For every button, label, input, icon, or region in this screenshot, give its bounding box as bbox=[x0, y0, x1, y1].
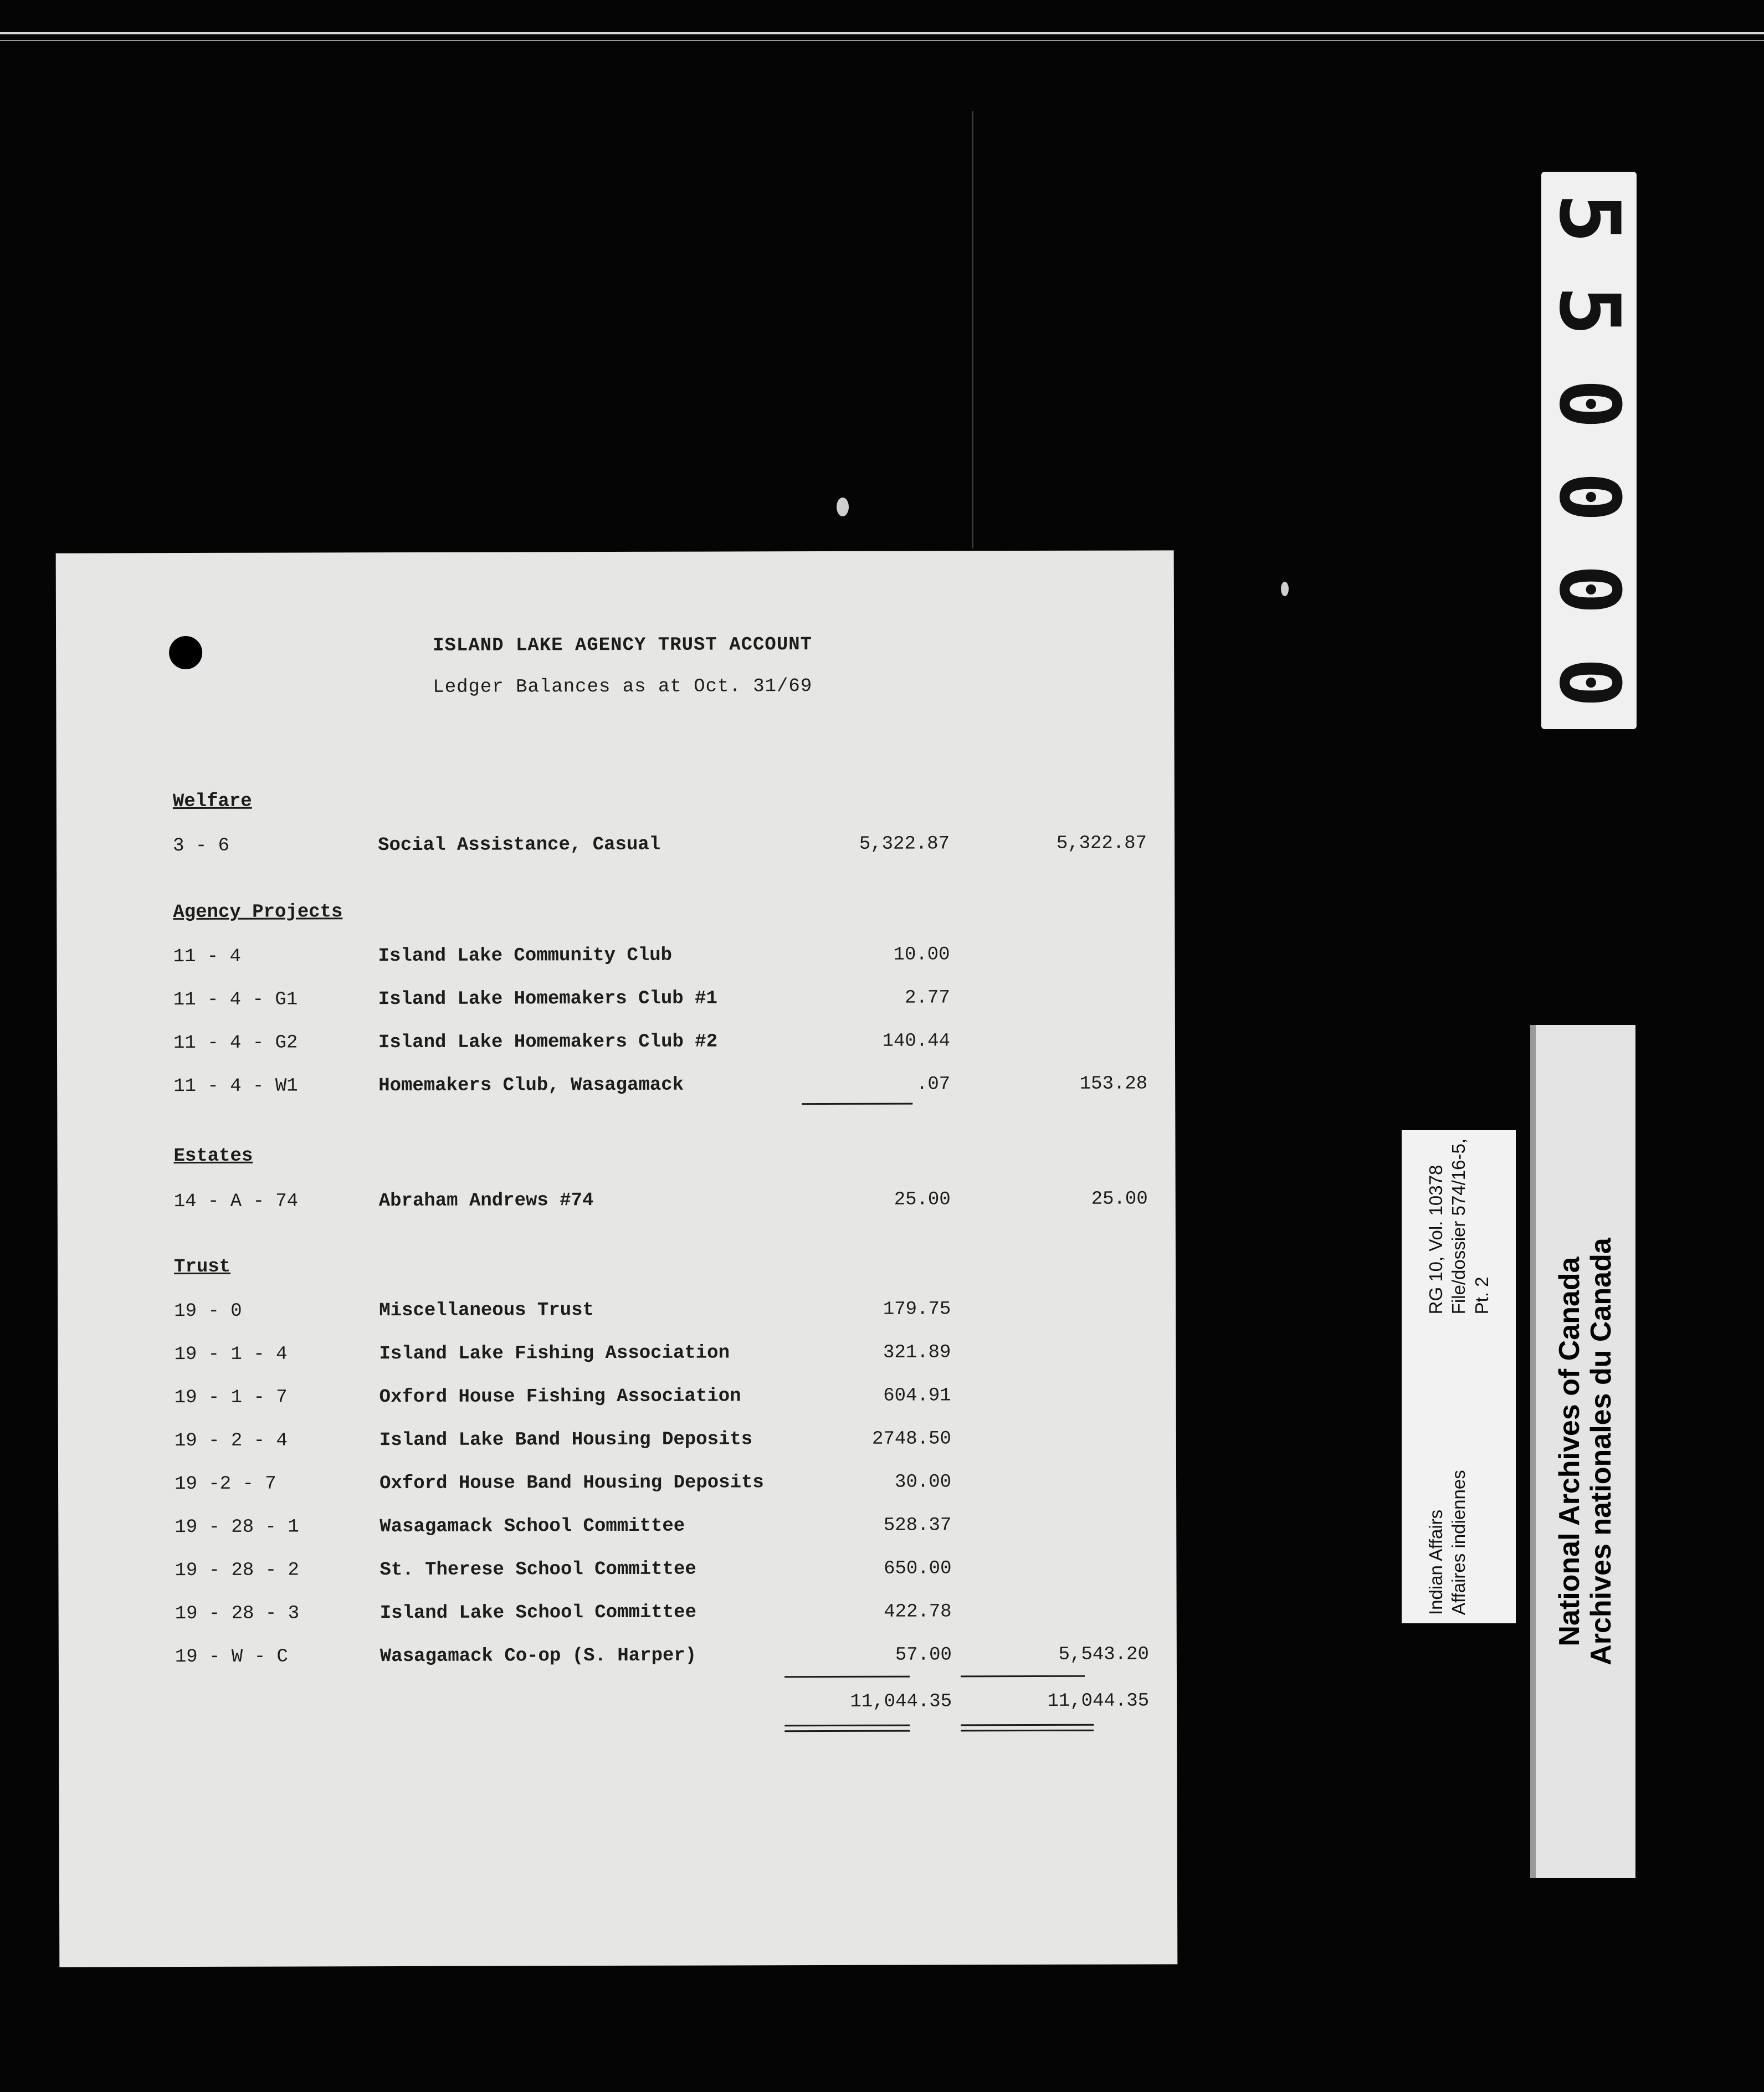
account-code: 19 - 1 - 4 bbox=[174, 1344, 288, 1366]
section-heading-estates: Estates bbox=[173, 1145, 253, 1167]
account-amount: 422.78 bbox=[884, 1601, 952, 1623]
account-code: 19 -2 - 7 bbox=[175, 1473, 276, 1495]
account-description: Social Assistance, Casual bbox=[377, 834, 661, 857]
ledger-row bbox=[59, 1601, 1177, 1631]
ledger-row bbox=[57, 987, 1175, 1017]
ledger-row bbox=[58, 1188, 1176, 1219]
account-code: 19 - 0 bbox=[174, 1300, 242, 1322]
account-code: 19 - 1 - 7 bbox=[174, 1387, 288, 1409]
grand-total-amount: 11,044.35 bbox=[850, 1691, 952, 1712]
total-double-rule bbox=[961, 1724, 1094, 1726]
account-description: Island Lake Community Club bbox=[378, 945, 673, 967]
account-amount: 140.44 bbox=[882, 1030, 951, 1052]
label-ref-volume: RG 10, Vol. 10378 bbox=[1425, 1165, 1447, 1315]
punch-hole bbox=[169, 636, 202, 669]
account-description: Wasagamack Co-op (S. Harper) bbox=[380, 1645, 697, 1668]
section-subtotal: 153.28 bbox=[1079, 1073, 1148, 1095]
film-speck bbox=[837, 498, 849, 516]
label-dept-fr: Affaires indiennes bbox=[1448, 1470, 1469, 1615]
ledger-row bbox=[58, 1385, 1176, 1415]
frame-digit: 0 bbox=[1541, 657, 1637, 708]
account-code: 19 - 2 - 4 bbox=[174, 1430, 288, 1452]
account-amount: 57.00 bbox=[895, 1644, 952, 1666]
section-heading-welfare: Welfare bbox=[172, 791, 252, 813]
account-amount: 179.75 bbox=[883, 1299, 951, 1320]
account-code: 3 - 6 bbox=[172, 835, 230, 857]
section-subtotal bbox=[966, 1341, 1148, 1342]
ledger-row bbox=[57, 944, 1175, 974]
account-description: Oxford House Band Housing Deposits bbox=[380, 1472, 764, 1495]
account-code: 19 - 28 - 1 bbox=[175, 1516, 299, 1539]
ledger-row bbox=[57, 1073, 1175, 1104]
account-code: 11 - 4 - G2 bbox=[173, 1032, 298, 1054]
ledger-row bbox=[58, 1557, 1176, 1588]
frame-digit: 0 bbox=[1541, 378, 1637, 429]
account-description: Island Lake Homemakers Club #2 bbox=[378, 1031, 718, 1054]
film-scratch bbox=[972, 111, 973, 548]
account-description: St. Therese School Committee bbox=[380, 1558, 696, 1581]
ledger-row bbox=[58, 1341, 1176, 1372]
frame-digit: 5 bbox=[1541, 286, 1637, 336]
total-double-rule bbox=[784, 1725, 910, 1727]
account-amount: 2.77 bbox=[905, 987, 950, 1009]
account-description: Island Lake School Committee bbox=[380, 1602, 697, 1624]
ledger-row bbox=[59, 1644, 1177, 1674]
ledger-document bbox=[56, 550, 1178, 1967]
section-heading-trust: Trust bbox=[173, 1256, 231, 1278]
label-ref-part: Pt. 2 bbox=[1471, 1276, 1492, 1315]
account-description: Island Lake Homemakers Club #1 bbox=[378, 988, 717, 1011]
account-amount: 30.00 bbox=[894, 1471, 952, 1493]
section-subtotal: 5,322.87 bbox=[1056, 833, 1147, 854]
account-code: 19 - W - C bbox=[175, 1646, 288, 1668]
subtotal-rule bbox=[802, 1103, 912, 1105]
account-amount: 604.91 bbox=[883, 1385, 951, 1407]
account-code: 14 - A - 74 bbox=[173, 1191, 299, 1213]
archive-name-fr: Archives nationales du Canada bbox=[1585, 1238, 1617, 1665]
account-amount: 321.89 bbox=[883, 1342, 951, 1363]
account-amount: 650.00 bbox=[883, 1558, 952, 1580]
account-amount: 528.37 bbox=[883, 1515, 952, 1536]
ledger-row bbox=[57, 833, 1175, 863]
total-double-rule bbox=[961, 1730, 1094, 1732]
subtotal-rule bbox=[961, 1675, 1085, 1678]
account-code: 19 - 28 - 2 bbox=[175, 1560, 299, 1582]
label-dept-en: Indian Affairs bbox=[1425, 1509, 1447, 1615]
totals-row bbox=[59, 1690, 1177, 1721]
subtotal-rule bbox=[784, 1676, 910, 1678]
label-ref-file: File/dossier 574/16-5, bbox=[1448, 1139, 1469, 1315]
account-description: Wasagamack School Committee bbox=[380, 1515, 685, 1538]
frame-number-strip bbox=[1541, 172, 1637, 729]
total-double-rule bbox=[784, 1730, 910, 1732]
account-description: Oxford House Fishing Association bbox=[379, 1386, 741, 1408]
account-description: Miscellaneous Trust bbox=[379, 1300, 594, 1322]
account-description: Island Lake Band Housing Deposits bbox=[379, 1429, 753, 1452]
account-description: Abraham Andrews #74 bbox=[378, 1190, 594, 1212]
film-speck bbox=[1281, 582, 1289, 596]
frame-digit: 0 bbox=[1541, 565, 1637, 615]
film-edge-line bbox=[0, 40, 1764, 41]
account-code: 11 - 4 - W1 bbox=[173, 1075, 298, 1098]
document-subtitle: Ledger Balances as at Oct. 31/69 bbox=[433, 676, 813, 698]
section-subtotal bbox=[967, 1557, 1148, 1558]
account-amount: 5,322.87 bbox=[859, 833, 950, 855]
ledger-row bbox=[57, 1030, 1175, 1060]
section-subtotal bbox=[966, 1298, 1148, 1299]
frame-digit: 0 bbox=[1541, 471, 1637, 522]
account-code: 11 - 4 bbox=[173, 946, 242, 968]
account-code: 19 - 28 - 3 bbox=[175, 1603, 300, 1625]
archive-name-label bbox=[1530, 1025, 1635, 1878]
account-amount: 25.00 bbox=[894, 1189, 951, 1211]
account-code: 11 - 4 - G1 bbox=[173, 989, 298, 1011]
ledger-row bbox=[58, 1298, 1176, 1329]
account-description: Island Lake Fishing Association bbox=[379, 1342, 730, 1365]
section-heading-agency-projects: Agency Projects bbox=[173, 901, 343, 924]
section-subtotal bbox=[967, 1514, 1148, 1515]
account-description: Homemakers Club, Wasagamack bbox=[378, 1074, 684, 1097]
section-subtotal: 5,543.20 bbox=[1058, 1644, 1149, 1665]
account-amount: 10.00 bbox=[893, 944, 950, 966]
section-subtotal: 25.00 bbox=[1091, 1188, 1148, 1210]
ledger-row bbox=[58, 1471, 1176, 1501]
ledger-row bbox=[58, 1514, 1176, 1545]
document-title: ISLAND LAKE AGENCY TRUST ACCOUNT bbox=[433, 634, 813, 657]
account-amount: 2748.50 bbox=[871, 1428, 951, 1450]
archive-reference-label bbox=[1402, 1130, 1516, 1623]
account-amount: .07 bbox=[916, 1074, 951, 1095]
grand-total-subtotal: 11,044.35 bbox=[1047, 1690, 1150, 1712]
frame-digit: 5 bbox=[1541, 193, 1637, 243]
ledger-row bbox=[58, 1428, 1176, 1458]
archive-name-en: National Archives of Canada bbox=[1553, 1257, 1586, 1647]
film-edge-line bbox=[0, 32, 1764, 34]
